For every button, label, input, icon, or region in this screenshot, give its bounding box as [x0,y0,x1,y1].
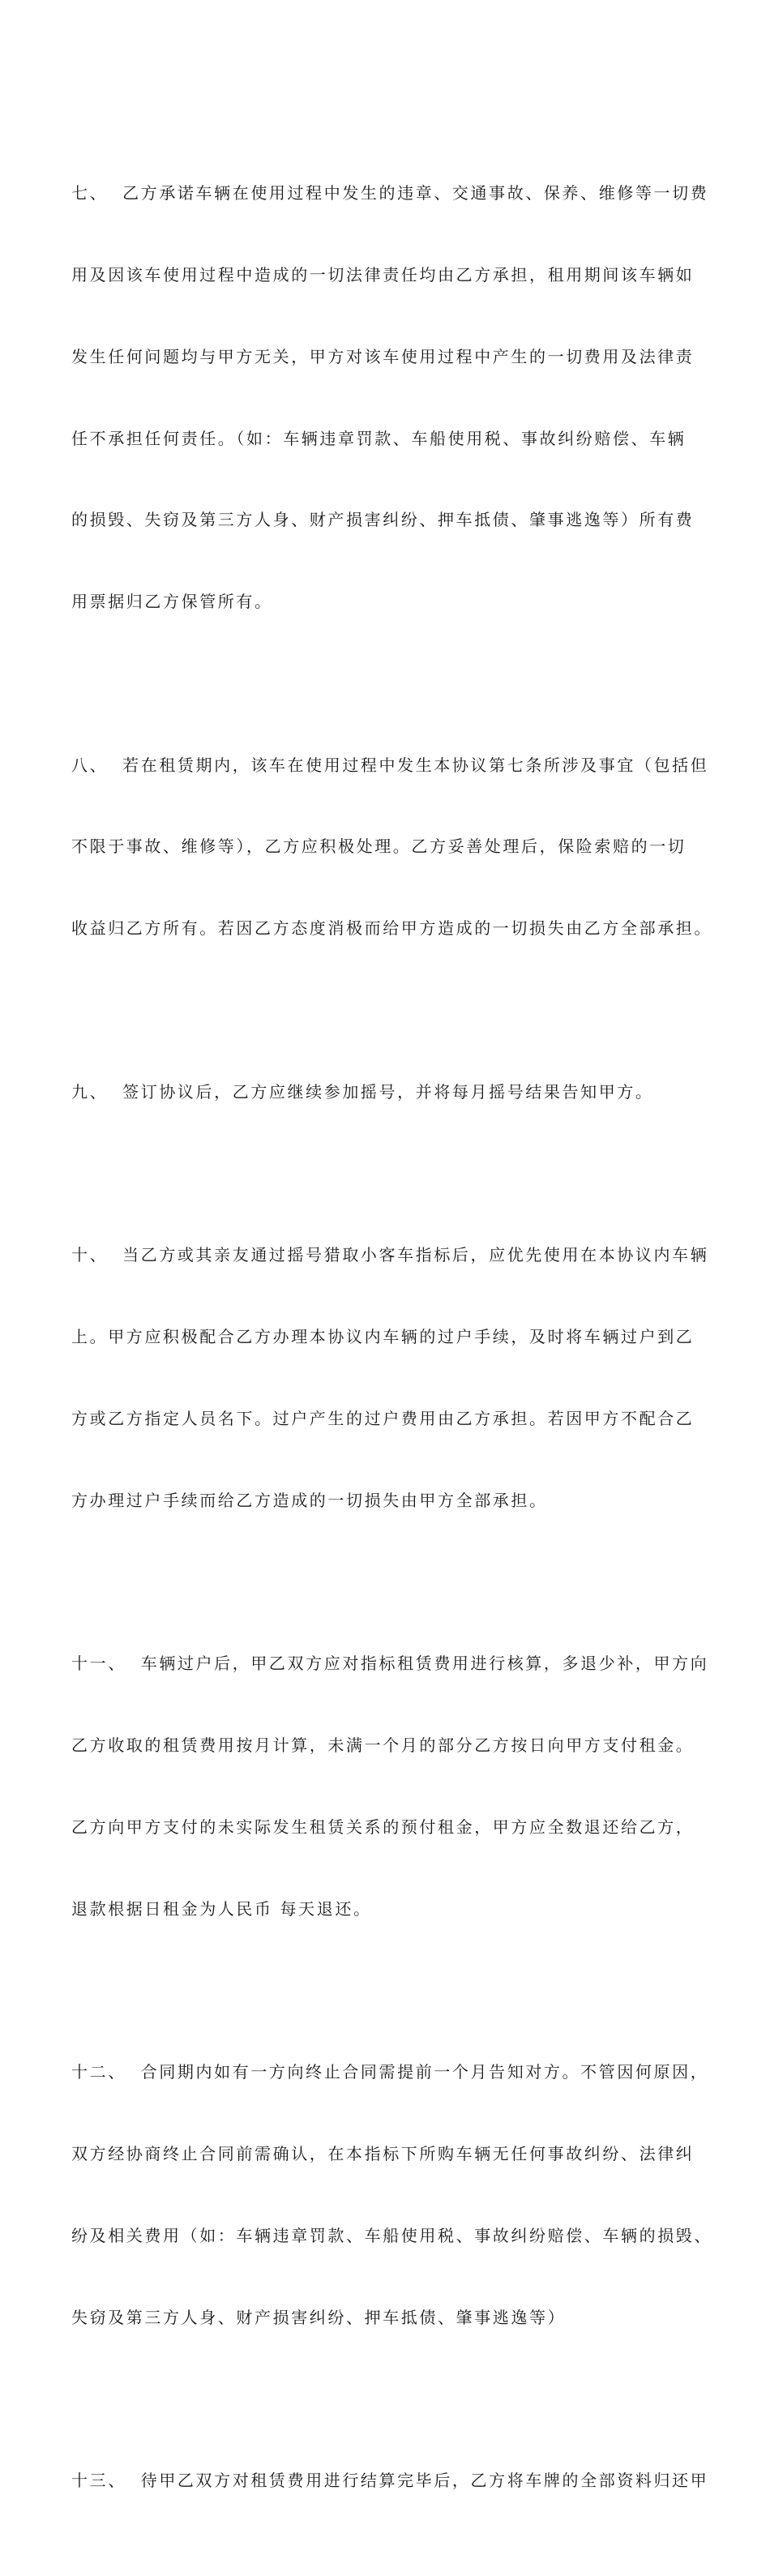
clause-line: 十二、 合同期内如有一方向终止合同需提前一个月告知对方。不管因何原因， [71,2062,709,2082]
clause-11 [71,1596,713,1977]
clause-12 [71,2005,713,2386]
clause-line: 乙方向甲方支付的未实际发生租赁关系的预付租金，甲方应全数退还给乙方， [71,1816,695,1837]
clause-13 [71,2413,713,2549]
clause-line: 失窃及第三方人身、财产损害纠纷、押车抵债、肇事逃逸等） [71,2307,567,2327]
clause-10 [71,1187,713,1568]
document-page [71,126,713,2576]
clause-line: 十一、 车辆过户后，甲乙双方应对指标租赁费用进行核算，多退少补，甲方向 [71,1654,709,1674]
clause-line: 退款根据日租金为人民币 每天退还。 [71,1898,372,1919]
clause-line: 七、 乙方承诺车辆在使用过程中发生的违章、交通事故、保养、维修等一切费 [71,183,709,203]
clause-line: 纷及相关费用（如：车辆违章罚款、车船使用税、事故纠纷赔偿、车辆的损毁、 [71,2225,712,2245]
clause-line: 十三、 待甲乙双方对租赁费用进行结算完毕后，乙方将车牌的全部资料归还甲 [71,2471,709,2491]
clause-line: 不限于事故、维修等），乙方应积极处理。乙方妥善处理后，保险索赔的一切 [71,837,687,857]
clause-line: 发生任何问题均与甲方无关，甲方对该车使用过程中产生的一切费用及法律责 [71,346,695,366]
clause-line: 方或乙方指定人员名下。过户产生的过户费用由乙方承担。若因甲方不配合乙 [71,1408,695,1428]
clause-line: 用及因该车使用过程中造成的一切法律责任均由乙方承担，租用期间该车辆如 [71,264,695,285]
clause-line: 任不承担任何责任。（如：车辆违章罚款、车船使用税、事故纠纷赔偿、车辆 [71,428,687,448]
clause-9 [71,1025,713,1161]
clause-line: 十、 当乙方或其亲友通过摇号猎取小客车指标后，应优先使用在本协议内车辆 [71,1245,709,1265]
clause-line: 八、 若在租赁期内，该车在使用过程中发生本协议第七条所涉及事宜（包括但 [71,755,709,775]
clause-line: 方办理过户手续而给乙方造成的一切损失由甲方全部承担。 [71,1490,548,1510]
clause-line: 的损毁、失窃及第三方人身、财产损害纠纷、押车抵债、肇事逃逸等）所有费 [71,510,695,530]
clause-line: 九、 签订协议后，乙方应继续参加摇号，并将每月摇号结果告知甲方。 [71,1081,654,1102]
clause-line: 用票据归乙方保管所有。 [71,592,273,612]
clause-line: 双方经协商终止合同前需确认，在本指标下所购车辆无任何事故纠纷、法律纠 [71,2143,695,2163]
clause-line: 收益归乙方所有。若因乙方态度消极而给甲方造成的一切损失由乙方全部承担。 [71,918,712,939]
clause-8 [71,697,713,997]
clause-line: 上。甲方应积极配合乙方办理本协议内车辆的过户手续，及时将车辆过户到乙 [71,1327,695,1347]
clause-line: 乙方收取的租赁费用按月计算，未满一个月的部分乙方按日向甲方支付租金。 [71,1735,695,1756]
clause-7 [71,126,713,670]
